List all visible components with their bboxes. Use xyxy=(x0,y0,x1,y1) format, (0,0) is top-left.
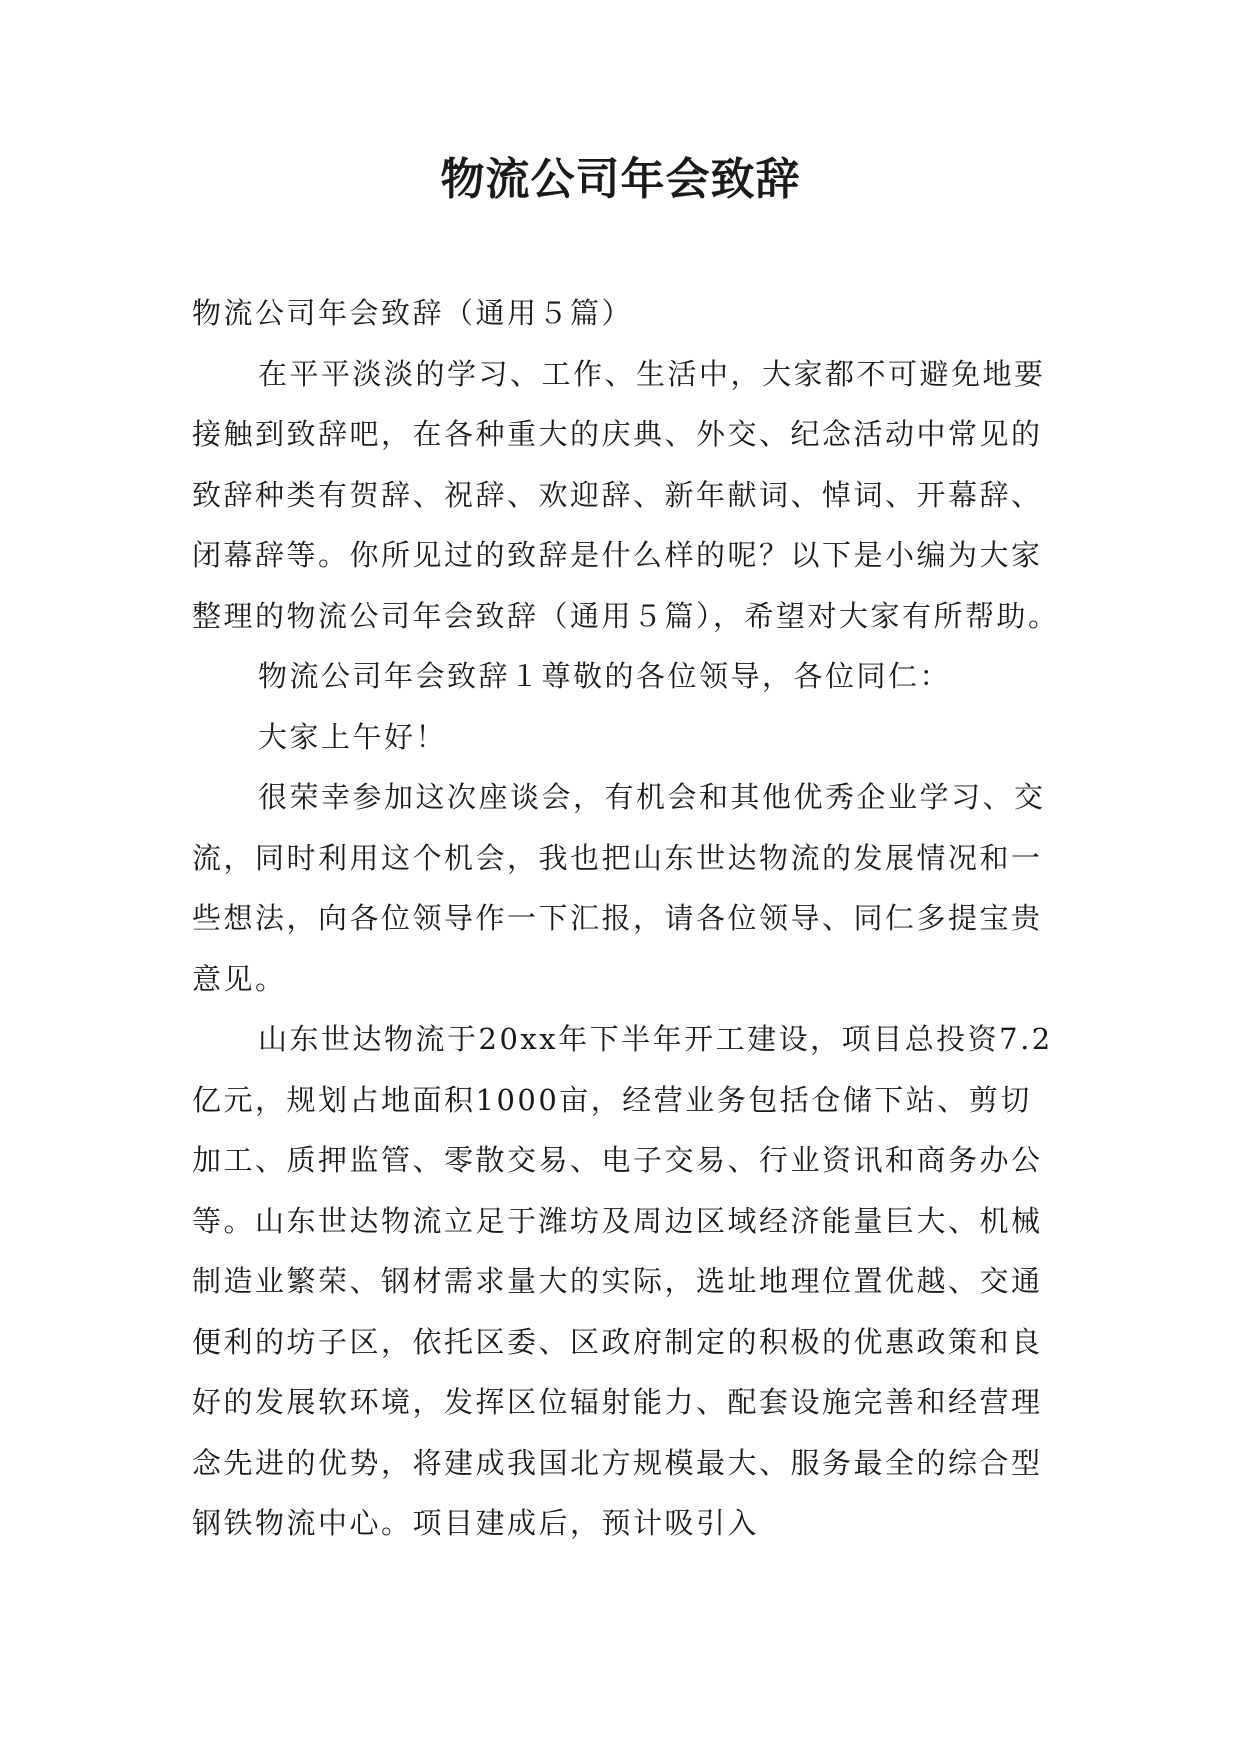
body-paragraph: 很荣幸参加这次座谈会，有机会和其他优秀企业学习、交流，同时利用这个机会，我也把山东世达物流的发展情况和一些想法，向各位领导作一下汇报，请各位领导、同仁多提宝贵意见。 xyxy=(192,780,1046,996)
body-paragraph: 山东世达物流于20xx年下半年开工建设，项目总投资7.2亿元，规划占地面积1000亩，经营业务包括仓储下站、剪切加工、质押监管、零散交易、电子交易、行业资讯和商务办公等。山东世达物流立足于潍坊及周边区域经济能量巨大、机械制造业繁荣、钢材需求量大的实际，选址地理位置优越、交通便利的坊子区，依托区委、区政府制定的积极的优惠政策和良好的发展软环境，发挥区位辐射能力、配套设施完善和经营理念先进的优势，将建成我国北方规模最大、服务最全的综合型钢铁物流中心。项目建成后，预计吸引入 xyxy=(192,1022,1053,1540)
subtitle-paragraph: 物流公司年会致辞（通用５篇） xyxy=(192,296,634,330)
intro-paragraph: 在平平淡淡的学习、工作、生活中，大家都不可避免地要接触到致辞吧，在各种重大的庆典、外交、纪念活动中常见的致辞种类有贺辞、祝辞、欢迎辞、新年献词、悼词、开幕辞、闭幕辞等。你所见过的致辞是什么样的呢？以下是小编为大家整理的物流公司年会致辞（通用５篇），希望对大家有所帮助。 xyxy=(192,356,1060,633)
speech-heading-paragraph: 物流公司年会致辞１尊敬的各位领导，各位同仁： xyxy=(258,659,952,693)
greeting-paragraph: 大家上午好！ xyxy=(258,719,448,754)
document-body xyxy=(192,283,1062,1554)
document-title: 物流公司年会致辞 xyxy=(440,154,801,205)
